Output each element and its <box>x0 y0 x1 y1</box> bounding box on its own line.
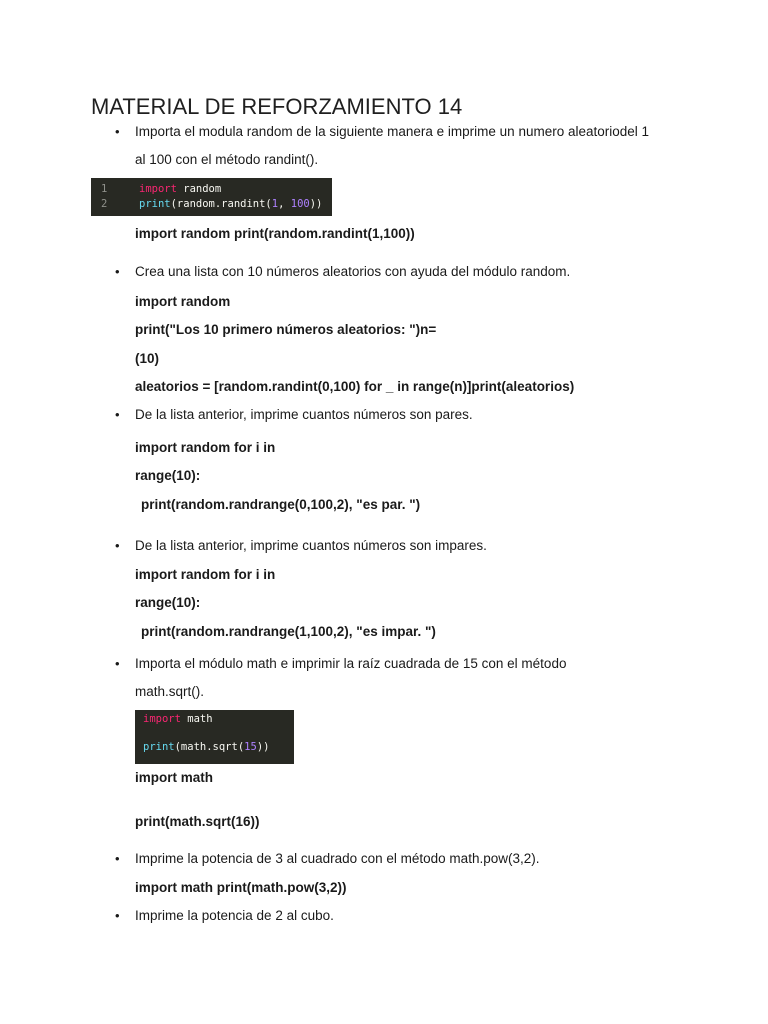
line-number: 2 <box>101 198 108 210</box>
code-snippet-random <box>91 178 332 216</box>
code-number: 100 <box>290 198 310 210</box>
item-4-answer-line: range(10): <box>135 595 201 610</box>
item-6-text: Imprime la potencia de 3 al cuadrado con el método math.pow(3,2). <box>135 851 540 866</box>
code-text: (math.sqrt( <box>174 741 245 753</box>
code-snippet-math <box>135 710 294 764</box>
code-number: 1 <box>271 198 279 210</box>
item-5-text: Importa el módulo math e imprimir la raíz cuadrada de 15 con el método <box>135 656 567 671</box>
line-number: 1 <box>101 183 108 195</box>
bullet-icon: • <box>115 656 120 671</box>
code-keyword: import <box>139 183 177 195</box>
item-4-text: De la lista anterior, imprime cuantos números son impares. <box>135 538 487 553</box>
item-1-text-cont: al 100 con el método randint(). <box>135 152 319 167</box>
item-2-answer-line: aleatorios = [random.randint(0,100) for _ in range(n)]print(aleatorios) <box>135 379 575 394</box>
item-2-text: Crea una lista con 10 números aleatorios con ayuda del módulo random. <box>135 264 571 279</box>
bullet-icon: • <box>115 124 120 139</box>
item-5-answer-line: import math <box>135 770 214 785</box>
code-text: )) <box>256 741 270 753</box>
bullet-icon: • <box>115 264 120 279</box>
bullet-icon: • <box>115 538 120 553</box>
item-3-answer-line: range(10): <box>135 468 201 483</box>
item-5-answer-line: print(math.sqrt(16)) <box>135 814 260 829</box>
item-6-answer: import math print(math.pow(3,2)) <box>135 880 347 895</box>
item-2-answer-line: import random <box>135 294 231 309</box>
code-number: 15 <box>244 741 257 753</box>
item-7-text: Imprime la potencia de 2 al cubo. <box>135 908 334 923</box>
item-2-answer-line: (10) <box>135 351 160 366</box>
code-text: math <box>180 713 213 725</box>
item-1-answer: import random print(random.randint(1,100)) <box>135 226 415 241</box>
code-text: , <box>278 198 291 210</box>
item-4-answer-line: import random for i in <box>135 567 276 582</box>
item-5-text-cont: math.sqrt(). <box>135 684 205 699</box>
code-text: )) <box>309 198 323 210</box>
bullet-icon: • <box>115 851 120 866</box>
bullet-icon: • <box>115 908 120 923</box>
code-function: print <box>143 741 175 753</box>
item-3-answer-line: import random for i in <box>135 440 276 455</box>
bullet-icon: • <box>115 407 120 422</box>
code-keyword: import <box>143 713 181 725</box>
item-3-text: De la lista anterior, imprime cuantos números son pares. <box>135 407 473 422</box>
code-text: random <box>176 183 222 195</box>
document-title: MATERIAL DE REFORZAMIENTO 14 <box>91 94 463 119</box>
item-4-answer-line: print(random.randrange(1,100,2), "es impar. ") <box>141 624 436 639</box>
item-2-answer-line: print("Los 10 primero números aleatorios: ")n= <box>135 322 437 337</box>
code-text: (random.randint( <box>170 198 272 210</box>
item-3-answer-line: print(random.randrange(0,100,2), "es par. ") <box>141 497 421 512</box>
item-1-text: Importa el modula random de la siguiente manera e imprime un numero aleatoriodel 1 <box>135 124 650 139</box>
code-function: print <box>139 198 171 210</box>
